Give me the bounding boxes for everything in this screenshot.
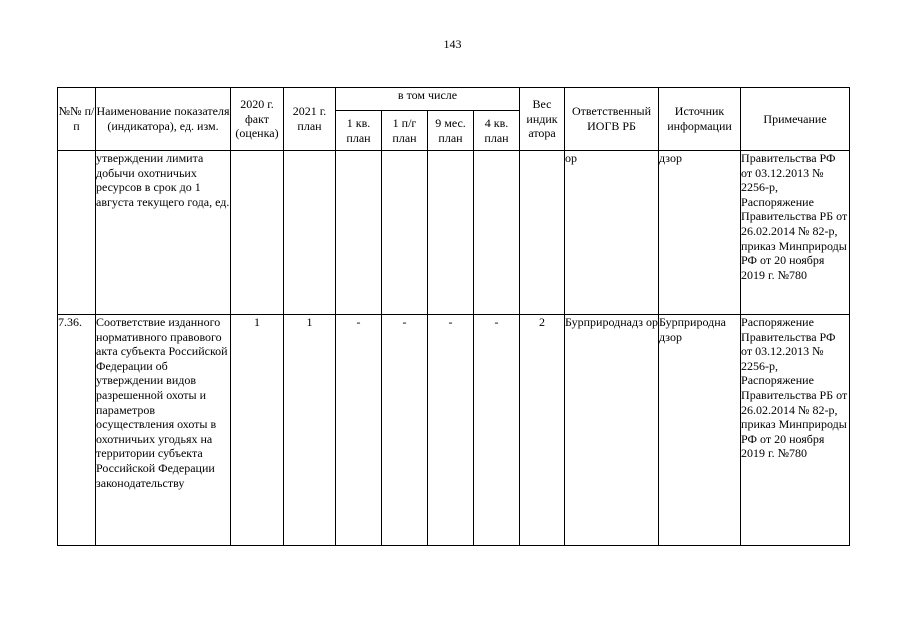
cell-q1: - bbox=[336, 315, 382, 546]
header-q1: 1 кв. план bbox=[336, 111, 382, 151]
cell-q4 bbox=[474, 151, 520, 315]
header-weight: Вес индик атора bbox=[520, 88, 565, 151]
cell-note: Распоряжение Правительства РФ от 03.12.2013 № 2256-р, Распоряжение Правительства РБ от 26.02.2014 № 82-р, приказ Минприроды РФ от 20 ноября 2019 г. №780 bbox=[741, 315, 850, 546]
cell-q4: - bbox=[474, 315, 520, 546]
header-q4: 4 кв. план bbox=[474, 111, 520, 151]
header-fact-2020: 2020 г. факт (оценка) bbox=[231, 88, 284, 151]
header-note: Примечание bbox=[741, 88, 850, 151]
cell-note: Правительства РФ от 03.12.2013 № 2256-р, Распоряжение Правительства РБ от 26.02.2014 № 82-р, приказ Минприроды РФ от 20 ноября 2019 г. №780 bbox=[741, 151, 850, 315]
cell-fact-2020 bbox=[231, 151, 284, 315]
cell-source: Бурприродна дзор bbox=[659, 315, 741, 546]
header-name: Наименование показателя (индикатора), ед. изм. bbox=[96, 88, 231, 151]
header-source: Источник информации bbox=[659, 88, 741, 151]
cell-q1 bbox=[336, 151, 382, 315]
cell-fact-2020: 1 bbox=[231, 315, 284, 546]
indicators-table bbox=[57, 87, 850, 546]
header-num: №№ п/п bbox=[58, 88, 96, 151]
cell-h1: - bbox=[382, 315, 428, 546]
header-9m: 9 мес. план bbox=[428, 111, 474, 151]
page-number: 143 bbox=[443, 37, 462, 51]
cell-name: Соответствие изданного нормативного правового акта субъекта Российской Федерации об утверждении видов разрешенной охоты и параметров осуществления охоты в охотничьих угодьях на территории субъекта Российской Федерации законодательству bbox=[96, 315, 231, 546]
table-row bbox=[58, 151, 850, 315]
cell-weight: 2 bbox=[520, 315, 565, 546]
cell-source: дзор bbox=[659, 151, 741, 315]
cell-num bbox=[58, 151, 96, 315]
cell-9m bbox=[428, 151, 474, 315]
header-plan-2021: 2021 г. план bbox=[284, 88, 336, 151]
cell-responsible: Бурприроднадз ор bbox=[565, 315, 659, 546]
table-row bbox=[58, 315, 850, 546]
cell-plan-2021 bbox=[284, 151, 336, 315]
cell-num: 7.36. bbox=[58, 315, 96, 546]
cell-plan-2021: 1 bbox=[284, 315, 336, 546]
header-including: в том числе bbox=[336, 88, 520, 111]
cell-h1 bbox=[382, 151, 428, 315]
cell-weight bbox=[520, 151, 565, 315]
cell-responsible: ор bbox=[565, 151, 659, 315]
header-h1: 1 п/г план bbox=[382, 111, 428, 151]
cell-name: утверждении лимита добычи охотничьих ресурсов в срок до 1 августа текущего года, ед. bbox=[96, 151, 231, 315]
header-responsible: Ответственный ИОГВ РБ bbox=[565, 88, 659, 151]
cell-9m: - bbox=[428, 315, 474, 546]
